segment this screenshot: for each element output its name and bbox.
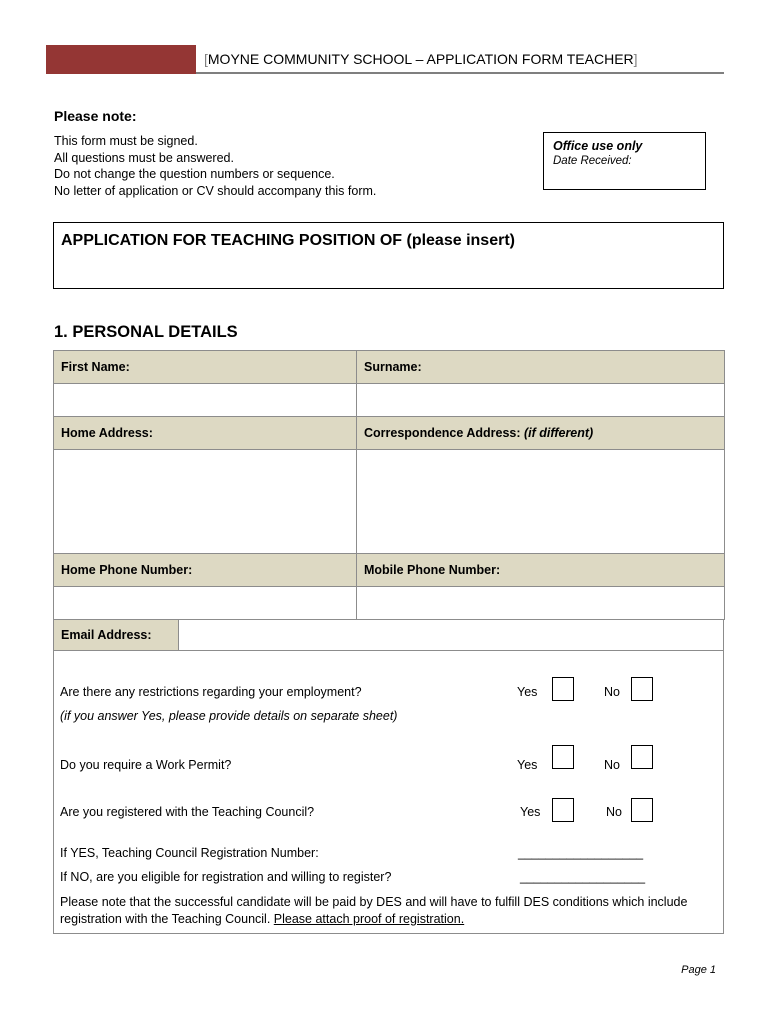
email-row xyxy=(53,619,724,651)
teaching-council-no-checkbox[interactable] xyxy=(631,798,653,822)
please-note-heading: Please note: xyxy=(54,108,137,124)
registration-number-label: If YES, Teaching Council Registration Number: xyxy=(60,846,319,860)
correspondence-address-field[interactable] xyxy=(357,450,725,554)
question-work-permit: Do you require a Work Permit? xyxy=(60,758,232,772)
header-color-bar xyxy=(46,45,196,74)
no-label: No xyxy=(606,805,622,819)
note-item: No letter of application or CV should accompany this form. xyxy=(54,183,377,198)
registration-note: Please note that the successful candidate will be paid by DES and will have to fulfill DES conditions which include registration with the Teaching Council. Please attach proof of registration. xyxy=(60,895,688,926)
home-address-field[interactable] xyxy=(54,450,357,554)
registration-eligible-field[interactable]: __________________ xyxy=(520,870,646,884)
correspondence-address-label: Correspondence Address: (if different) xyxy=(357,417,725,450)
teaching-council-yes-checkbox[interactable] xyxy=(552,798,574,822)
mobile-phone-field[interactable] xyxy=(357,587,725,620)
section-title-personal: 1. PERSONAL DETAILS xyxy=(54,323,238,341)
yes-label: Yes xyxy=(520,805,541,819)
note-item: All questions must be answered. xyxy=(54,150,234,165)
work-permit-no-checkbox[interactable] xyxy=(631,745,653,769)
page-number: Page 1 xyxy=(681,964,716,976)
surname-field[interactable] xyxy=(357,384,725,417)
position-label: APPLICATION FOR TEACHING POSITION OF (please insert) xyxy=(61,232,515,249)
office-use-title: Office use only xyxy=(553,139,643,153)
restrictions-yes-checkbox[interactable] xyxy=(552,677,574,701)
question-teaching-council: Are you registered with the Teaching Council? xyxy=(60,805,315,819)
mobile-phone-label: Mobile Phone Number: xyxy=(357,554,725,587)
registration-number-field[interactable]: __________________ xyxy=(518,846,644,860)
first-name-field[interactable] xyxy=(54,384,357,417)
home-phone-field[interactable] xyxy=(54,587,357,620)
yes-label: Yes xyxy=(517,758,538,772)
work-permit-yes-checkbox[interactable] xyxy=(552,745,574,769)
question-restrictions-note: (if you answer Yes, please provide details on separate sheet) xyxy=(60,709,398,723)
surname-label: Surname: xyxy=(357,351,725,384)
home-address-label: Home Address: xyxy=(54,417,357,450)
registration-eligible-label: If NO, are you eligible for registration and willing to register? xyxy=(60,870,392,884)
question-restrictions: Are there any restrictions regarding your employment? xyxy=(60,685,362,699)
date-received-label: Date Received: xyxy=(553,155,632,167)
attach-proof-note: Please attach proof of registration. xyxy=(273,911,465,926)
home-phone-label: Home Phone Number: xyxy=(54,554,357,587)
restrictions-no-checkbox[interactable] xyxy=(631,677,653,701)
note-item: This form must be signed. xyxy=(54,134,198,148)
note-item: Do not change the question numbers or sequence. xyxy=(54,167,335,181)
header-rule xyxy=(196,72,724,74)
yes-label: Yes xyxy=(517,685,538,699)
email-field[interactable] xyxy=(180,620,723,650)
personal-details-table xyxy=(53,350,725,620)
no-label: No xyxy=(604,758,620,772)
no-label: No xyxy=(604,685,620,699)
note-list xyxy=(54,133,376,199)
position-field[interactable] xyxy=(53,222,724,289)
document-title: [MOYNE COMMUNITY SCHOOL – APPLICATION FORM TEACHER] xyxy=(204,51,638,67)
first-name-label: First Name: xyxy=(54,351,357,384)
email-label: Email Address: xyxy=(54,620,179,650)
office-use-box xyxy=(543,132,706,190)
